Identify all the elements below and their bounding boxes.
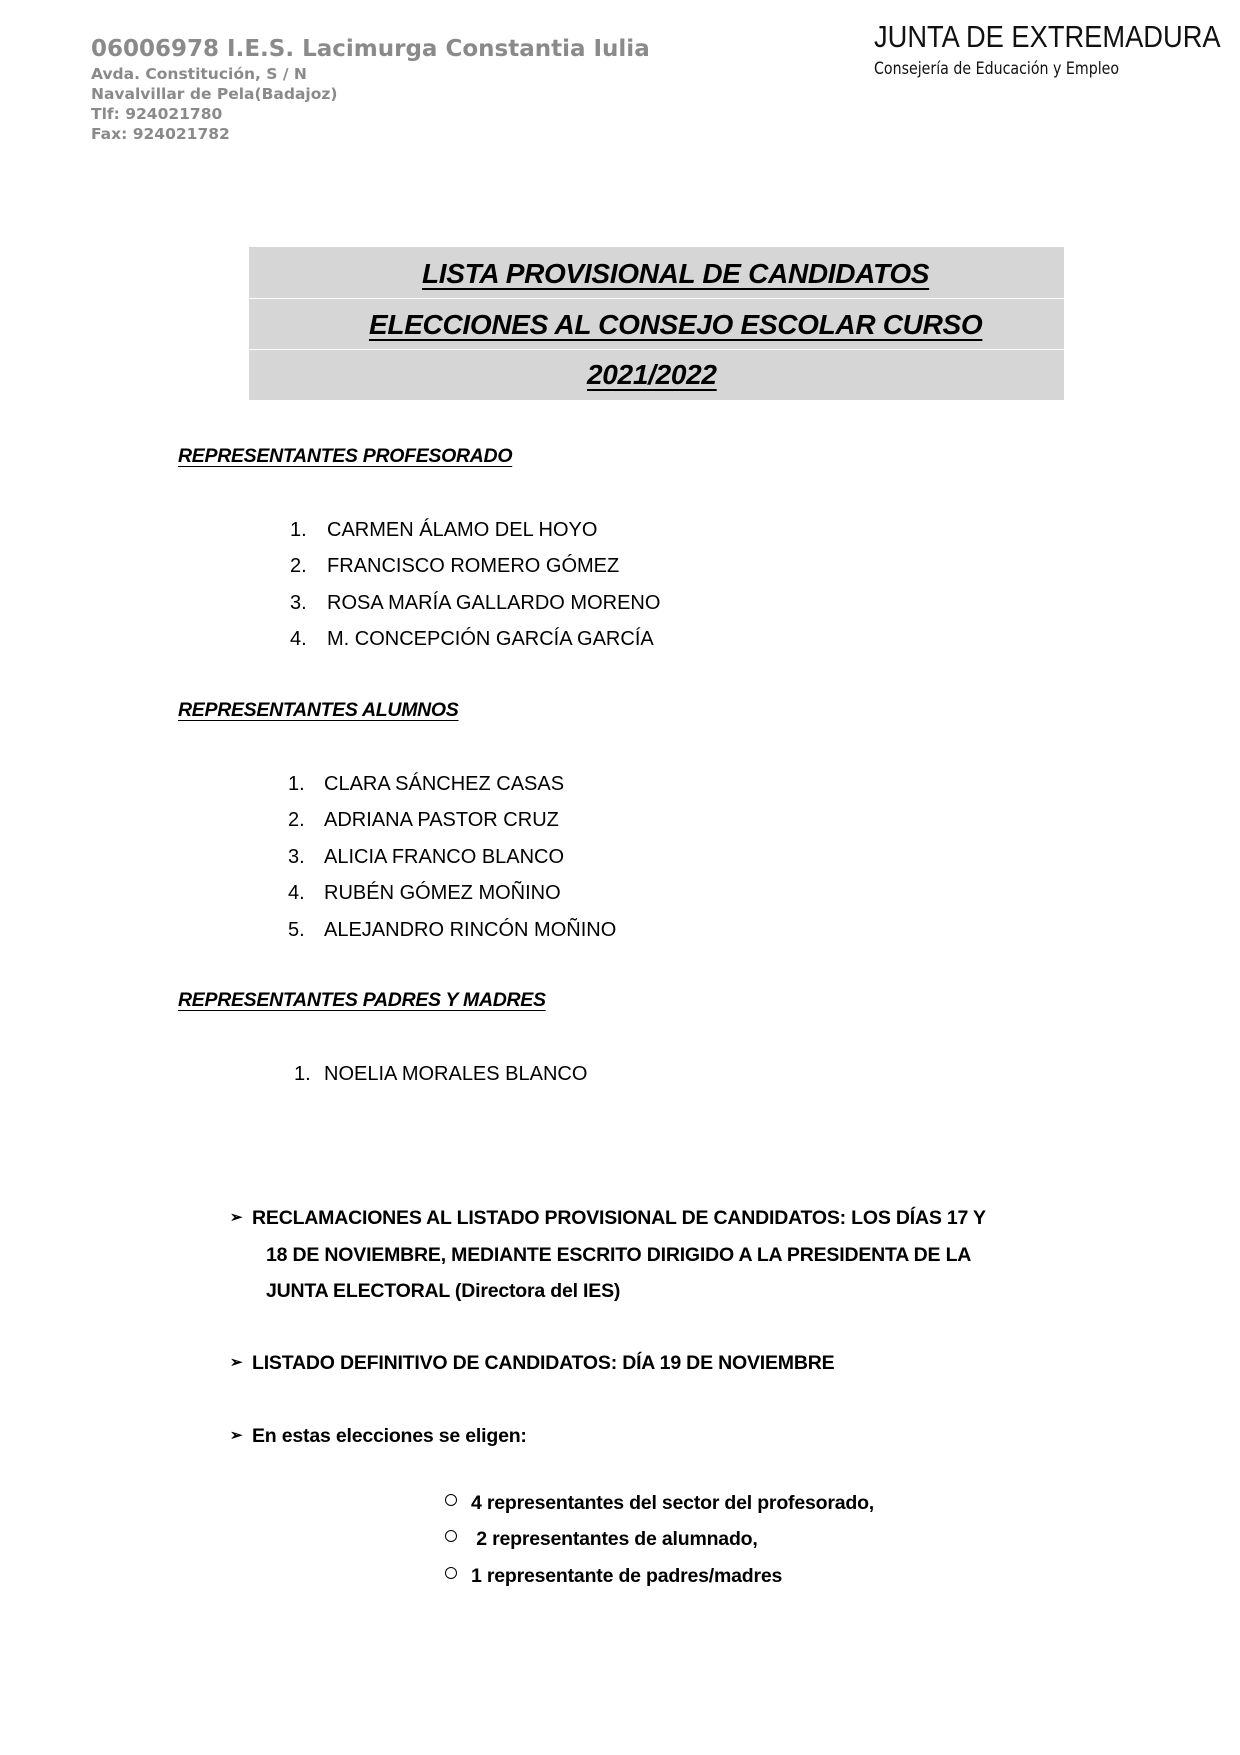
item-number: 1. (294, 1063, 311, 1085)
document-subtitle: ELECCIONES AL CONSEJO ESCOLAR CURSO (369, 309, 983, 340)
section-heading-alumnos: REPRESENTANTES ALUMNOS (178, 699, 459, 721)
logo-title: JUNTA DE EXTREMADURA (874, 19, 1221, 54)
school-phone: Tlf: 924021780 (91, 105, 223, 123)
elected-item-text: 4 representantes del sector del profesorado, (471, 1492, 875, 1514)
item-number: 3. (290, 591, 307, 614)
reclamaciones-line2: 18 DE NOVIEMBRE, MEDIANTE ESCRITO DIRIGIDO A LA PRESIDENTA DE LA (266, 1243, 972, 1266)
school-name: 06006978 I.E.S. Lacimurga Constantia Iulia (91, 36, 650, 62)
candidate-name: NOELIA MORALES BLANCO (324, 1063, 588, 1085)
candidate-name: FRANCISCO ROMERO GÓMEZ (327, 555, 620, 578)
candidate-name: ALEJANDRO RINCÓN MOÑINO (324, 918, 617, 941)
elected-item-text: 1 representante de padres/madres (471, 1564, 783, 1587)
item-number: 5. (288, 918, 305, 941)
reclamaciones-line3: JUNTA ELECTORAL (Directora del IES) (266, 1280, 621, 1302)
arrow-bullet-icon: ➢ (230, 1209, 243, 1226)
junta-logo (874, 18, 1221, 80)
note-elecciones (230, 1418, 1062, 1455)
school-address: Avda. Constitución, S / N (91, 65, 307, 83)
candidate-name: ALICIA FRANCO BLANCO (324, 845, 565, 868)
arrow-bullet-icon: ➢ (230, 1427, 243, 1444)
note-listado-definitivo (230, 1345, 1062, 1382)
candidate-name: CARMEN ÁLAMO DEL HOYO (327, 519, 598, 541)
arrow-bullet-icon: ➢ (230, 1354, 243, 1371)
document-title: LISTA PROVISIONAL DE CANDIDATOS (422, 258, 930, 289)
item-number: 2. (288, 809, 305, 832)
candidate-name: CLARA SÁNCHEZ CASAS (324, 773, 565, 795)
item-number: 2. (290, 555, 307, 578)
banner-divider (249, 349, 1064, 350)
school-city: Navalvillar de Pela(Badajoz) (91, 85, 338, 103)
school-info (91, 34, 691, 144)
note-reclamaciones (230, 1200, 1062, 1310)
document-year: 2021/2022 (587, 359, 717, 390)
section-heading-padres: REPRESENTANTES PADRES Y MADRES (178, 989, 546, 1011)
circle-bullet-icon (445, 1530, 457, 1542)
candidate-name: ROSA MARÍA GALLARDO MORENO (327, 591, 661, 614)
circle-bullet-icon (445, 1567, 457, 1579)
item-number: 3. (288, 845, 305, 868)
candidate-name: M. CONCEPCIÓN GARCÍA GARCÍA (327, 628, 654, 651)
item-number: 4. (290, 628, 307, 651)
item-number: 1. (288, 773, 305, 795)
circle-bullet-icon (445, 1494, 457, 1506)
banner-divider (249, 298, 1064, 299)
elecciones-intro: En estas elecciones se eligen: (252, 1425, 527, 1447)
section-heading-profesorado: REPRESENTANTES PROFESORADO (178, 445, 513, 467)
item-number: 1. (290, 519, 307, 541)
definitivo-text: LISTADO DEFINITIVO DE CANDIDATOS: DÍA 19 DE NOVIEMBRE (252, 1352, 835, 1374)
school-fax: Fax: 924021782 (91, 125, 230, 143)
candidate-name: ADRIANA PASTOR CRUZ (324, 809, 559, 832)
candidate-name: RUBÉN GÓMEZ MOÑINO (324, 882, 561, 905)
reclamaciones-line1: RECLAMACIONES AL LISTADO PROVISIONAL DE CANDIDATOS: LOS DÍAS 17 Y (252, 1207, 986, 1229)
elected-item-text: 2 representantes de alumnado, (471, 1528, 758, 1551)
logo-subtitle: Consejería de Educación y Empleo (874, 59, 1120, 78)
item-number: 4. (288, 882, 305, 905)
